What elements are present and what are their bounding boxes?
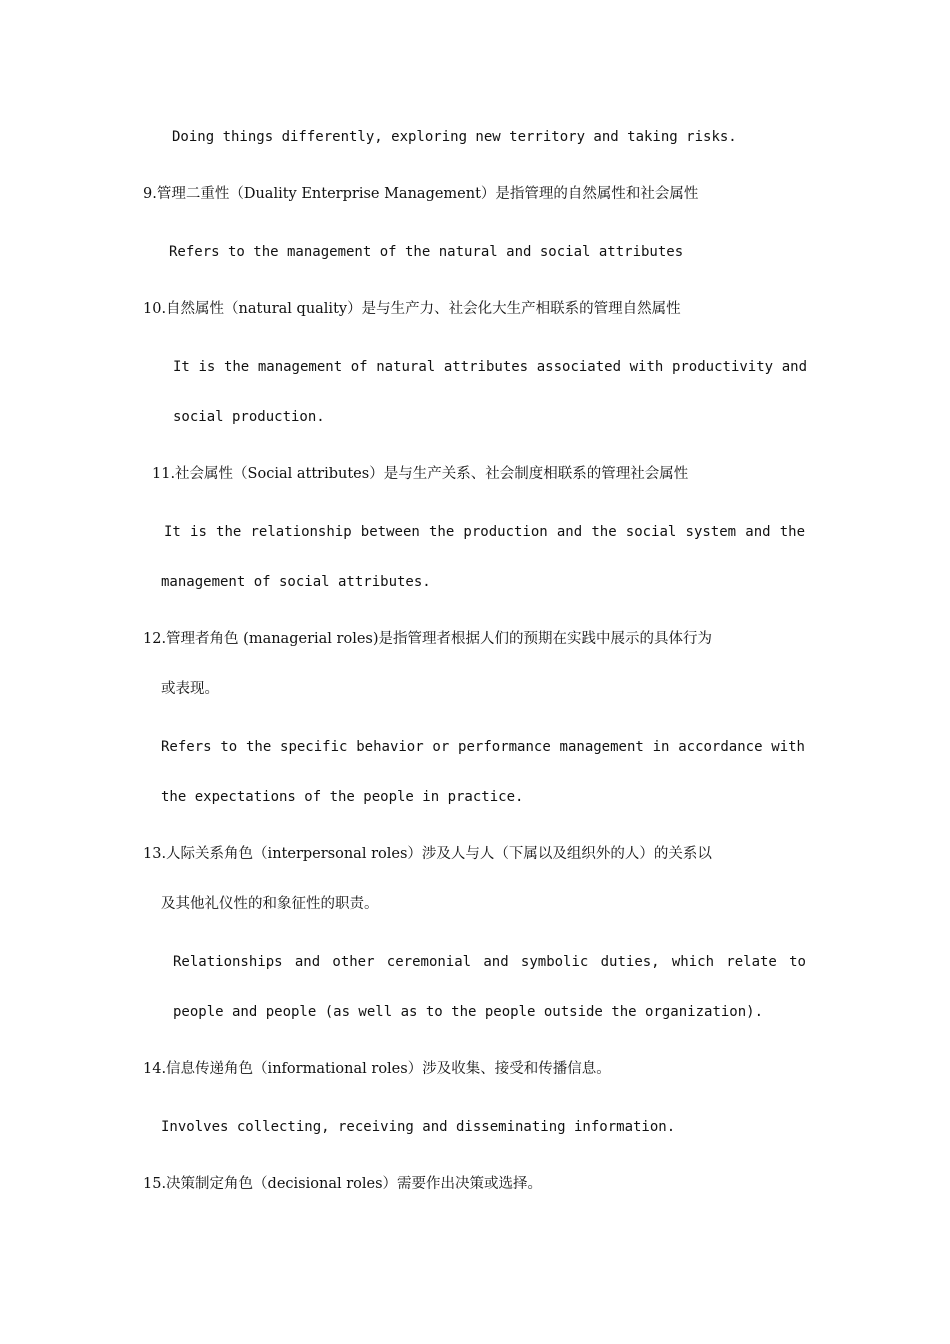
text-line: 15.决策制定角色（decisional roles）需要作出决策或选择。	[143, 1176, 543, 1192]
text-line: people and people (as well as to the people outside the organization).	[173, 1004, 764, 1020]
text-line: 13.人际关系角色（interpersonal roles）涉及人与人（下属以及组织外的人）的关系以	[143, 846, 712, 862]
text-line: Refers to the management of the natural and social attributes	[169, 244, 684, 260]
text-line: 10.自然属性（natural quality）是与生产力、社会化大生产相联系的管理自然属性	[143, 301, 681, 317]
text-line: social production.	[173, 409, 325, 425]
text-line: It is the management of natural attributes associated with productivity and	[173, 359, 807, 375]
text-line: management of social attributes.	[161, 574, 431, 590]
text-line: It is the relationship between the production and the social system and the	[164, 524, 805, 540]
text-line: Doing things differently, exploring new territory and taking risks.	[172, 129, 737, 145]
text-line: 14.信息传递角色（informational roles）涉及收集、接受和传播信息。	[143, 1061, 611, 1077]
text-line: Refers to the specific behavior or performance management in accordance with	[161, 739, 805, 755]
text-line: Involves collecting, receiving and disseminating information.	[161, 1119, 676, 1135]
text-line: 12.管理者角色 (managerial roles)是指管理者根据人们的预期在实践中展示的具体行为	[143, 631, 713, 647]
text-line: 或表现。	[161, 681, 219, 697]
text-line: Relationships and other ceremonial and symbolic duties, which relate to	[173, 954, 806, 970]
text-line: 11.社会属性（Social attributes）是与生产关系、社会制度相联系的管理社会属性	[152, 466, 689, 482]
text-line: 9.管理二重性（Duality Enterprise Management）是指管理的自然属性和社会属性	[143, 186, 699, 202]
text-line: the expectations of the people in practice.	[161, 789, 524, 805]
text-line: 及其他礼仪性的和象征性的职责。	[161, 896, 379, 912]
